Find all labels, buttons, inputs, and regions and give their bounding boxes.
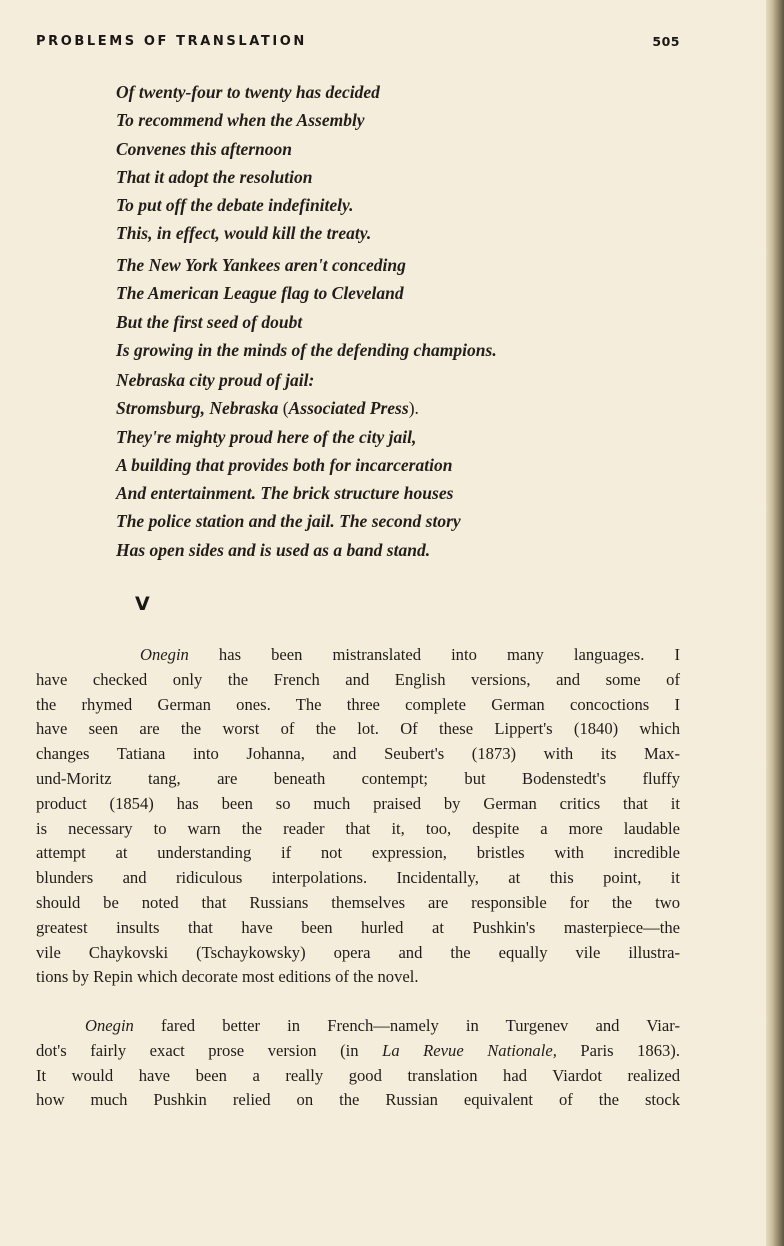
running-title: PROBLEMS OF TRANSLATION [36,34,307,49]
text-line: have checked only the French and English versions, and some of [36,669,680,689]
verse-line: That it adopt the resolution [116,166,313,187]
quoted-stanza-yankees [116,251,676,364]
verse-line: Convenes this afternoon [116,138,292,159]
open-paren: ( [282,398,289,419]
verse-line: The New York Yankees aren't conceding [116,255,406,275]
verse-line: This, in effect, would kill the treaty. [116,223,372,244]
verse-line: And entertainment. The brick structure houses [116,483,454,504]
text-line: how much Pushkin relied on the Russian equivalent of the stock [36,1090,680,1110]
verse-line: Has open sides and is used as a band stand. [116,539,431,560]
title-onegin: Onegin [140,645,189,664]
line-text: dot's fairly exact prose version (in [36,1040,383,1060]
text-line: have seen are the worst of the lot. Of these Lippert's (1840) which [36,719,680,739]
paragraph-onegin-mistranslated [36,643,680,990]
verse-line: A building that provides both for incarceration [116,454,453,475]
section-heading: V [135,593,150,615]
verse-line: To put off the debate indefinitely. [116,195,354,216]
line-text: fared better in French—namely in Turgenev and Viar- [133,1016,680,1035]
text-line: the rhymed German ones. The three complete German concoctions I [36,694,680,714]
text-line: greatest insults that have been hurled at Pushkin's masterpiece—the [36,917,680,937]
verse-line-stromsburg [116,394,676,422]
paragraph-onegin-french [36,1014,680,1113]
verse-line: But the first seed of doubt [116,311,303,332]
text-line: blunders and ridiculous interpolations. Incidentally, at this point, it [36,868,680,888]
verse-line: The police station and the jail. The second story [116,511,461,532]
text-line: changes Tatiana into Johanna, and Seubert's (1873) with its Max- [36,744,680,764]
running-head [36,34,680,54]
page-edge-shadow [766,0,784,1246]
periodical-title: La Revue Nationale, [382,1040,557,1060]
text-line: tions by Repin which decorate most editions of the novel. [36,967,419,987]
verse-line: They're mighty proud here of the city jail, [116,426,417,447]
close-paren: ). [408,398,419,419]
verse-line: The American League flag to Cleveland [116,283,404,304]
text-line: should be noted that Russians themselves are responsible for the two [36,892,680,912]
title-onegin: Onegin [85,1016,134,1035]
text-line [36,643,680,668]
verse-line: Of twenty-four to twenty has decided [116,82,380,102]
quoted-stanza-treaty [116,78,676,248]
quoted-stanza-nebraska [116,366,676,564]
text-line: It would have been a really good translation had Viardot realized [36,1065,680,1085]
news-agency: Associated Press [288,398,409,419]
text-line: attempt at understanding if not expression, bristles with incredible [36,843,680,863]
text-line: product (1854) has been so much praised by German critics that it [36,793,680,813]
page-number: 505 [652,34,680,49]
verse-line: Is growing in the minds of the defending champions. [116,339,497,360]
verse-line: Nebraska city proud of jail: [116,370,315,390]
text-line [36,1014,680,1039]
text-line: vile Chaykovski (Tschaykowsky) opera and the equally vile illustra- [36,942,680,962]
line-text: has been mistranslated into many languages. I [188,645,680,664]
verse-text: Stromsburg, Nebraska [116,398,279,419]
text-line: und-Moritz tang, are beneath contempt; but Bodenstedt's fluffy [36,768,680,788]
verse-line: To recommend when the Assembly [116,110,365,131]
text-line [36,1039,680,1064]
text-line: is necessary to warn the reader that it, too, despite a more laudable [36,818,680,838]
line-text: Paris 1863). [556,1040,680,1060]
